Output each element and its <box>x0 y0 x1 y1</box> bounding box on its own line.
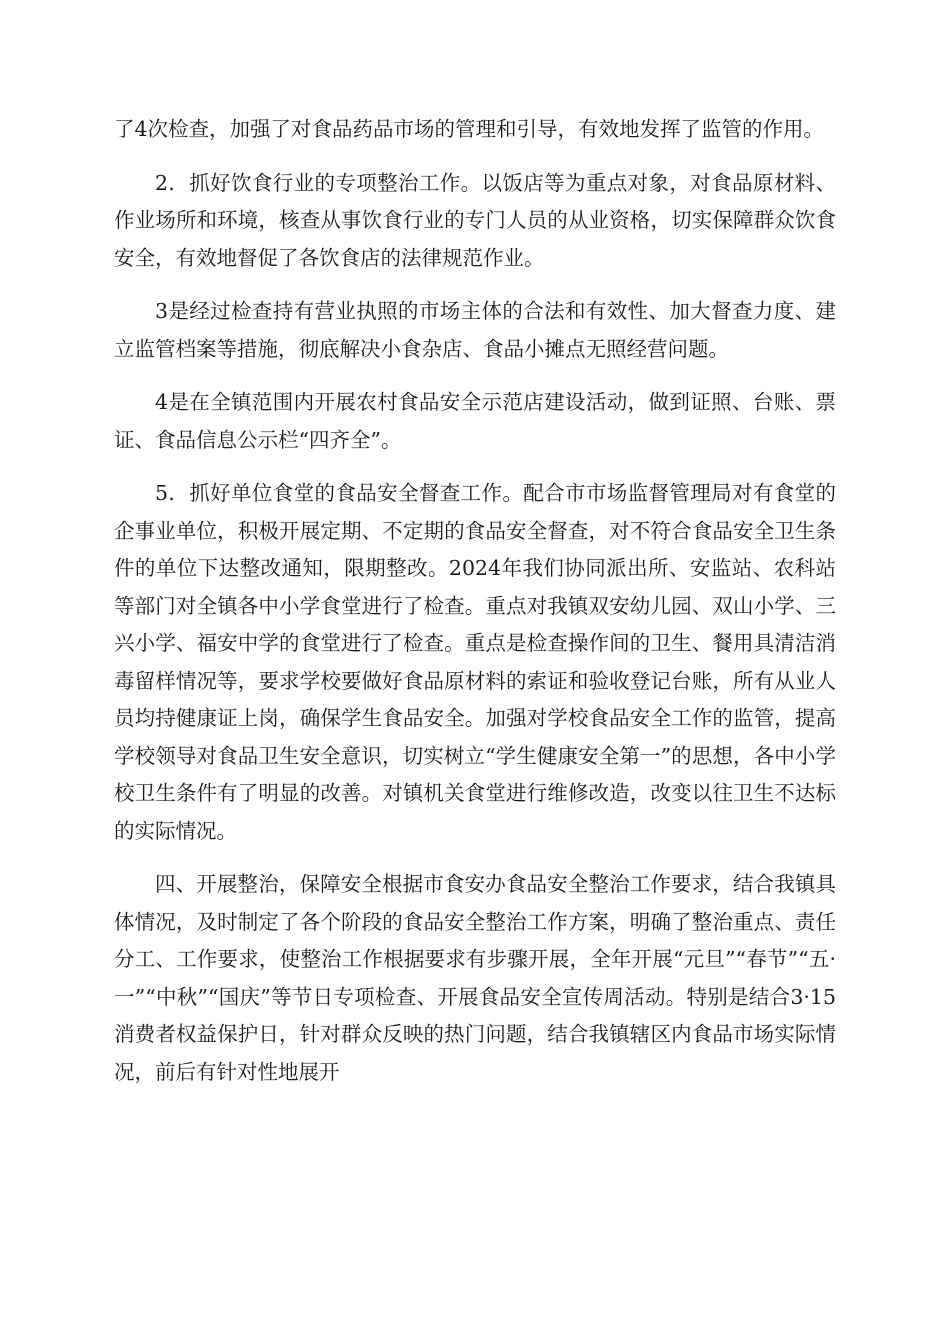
paragraph-catering-rectification: 2．抓好饮食行业的专项整治工作。以饭店等为重点对象，对食品原材料、作业场所和环境，核查从事饮食行业的专门人员的从业资格，切实保障群众饮食安全，有效地督促了各饮食店的法律规范作业。 <box>114 170 836 270</box>
paragraph-license-check: 3是经过检查持有营业执照的市场主体的合法和有效性、加大督查力度、建立监管档案等措施，彻底解决小食杂店、食品小摊点无照经营问题。 <box>114 299 836 361</box>
paragraph-inspection-continuation: 了4次检查，加强了对食品药品市场的管理和引导，有效地发挥了监管的作用。 <box>114 117 825 141</box>
paragraph-demo-store: 4是在全镇范围内开展农村食品安全示范店建设活动，做到证照、台账、票证、食品信息公示栏“四齐全”。 <box>114 390 836 452</box>
document-body <box>114 111 836 1107</box>
paragraph-canteen-supervision: 5．抓好单位食堂的食品安全督查工作。配合市市场监督管理局对有食堂的企事业单位，积极开展定期、不定期的食品安全督查，对不符合食品安全卫生条件的单位下达整改通知，限期整改。2024年我们协同派出所、安监站、农科站等部门对全镇各中小学食堂进行了检查。重点对我镇双安幼儿园、双山小学、三兴小学、福安中学的食堂进行了检查。重点是检查操作间的卫生、餐用具清洁消毒留样情况等，要求学校要做好食品原材料的索证和验收登记台账，所有从业人员均持健康证上岗，确保学生食品安全。加强对学校食品安全工作的监管，提高学校领导对食品卫生安全意识，切实树立“学生健康安全第一”的思想，各中小学校卫生条件有了明显的改善。对镇机关食堂进行维修改造，改变以往卫生不达标的实际情况。 <box>114 481 836 843</box>
paragraph-rectification-safety: 四、开展整治，保障安全根据市食安办食品安全整治工作要求，结合我镇具体情况，及时制定了各个阶段的食品安全整治工作方案，明确了整治重点、责任分工、工作要求，使整治工作根据要求有步骤开展，全年开展“元旦”“春节”“五·一”“中秋”“国庆”等节日专项检查、开展食品安全宣传周活动。特别是结合3·15消费者权益保护日，针对群众反映的热门问题，结合我镇辖区内食品市场实际情况，前后有针对性地展开 <box>114 872 836 1084</box>
